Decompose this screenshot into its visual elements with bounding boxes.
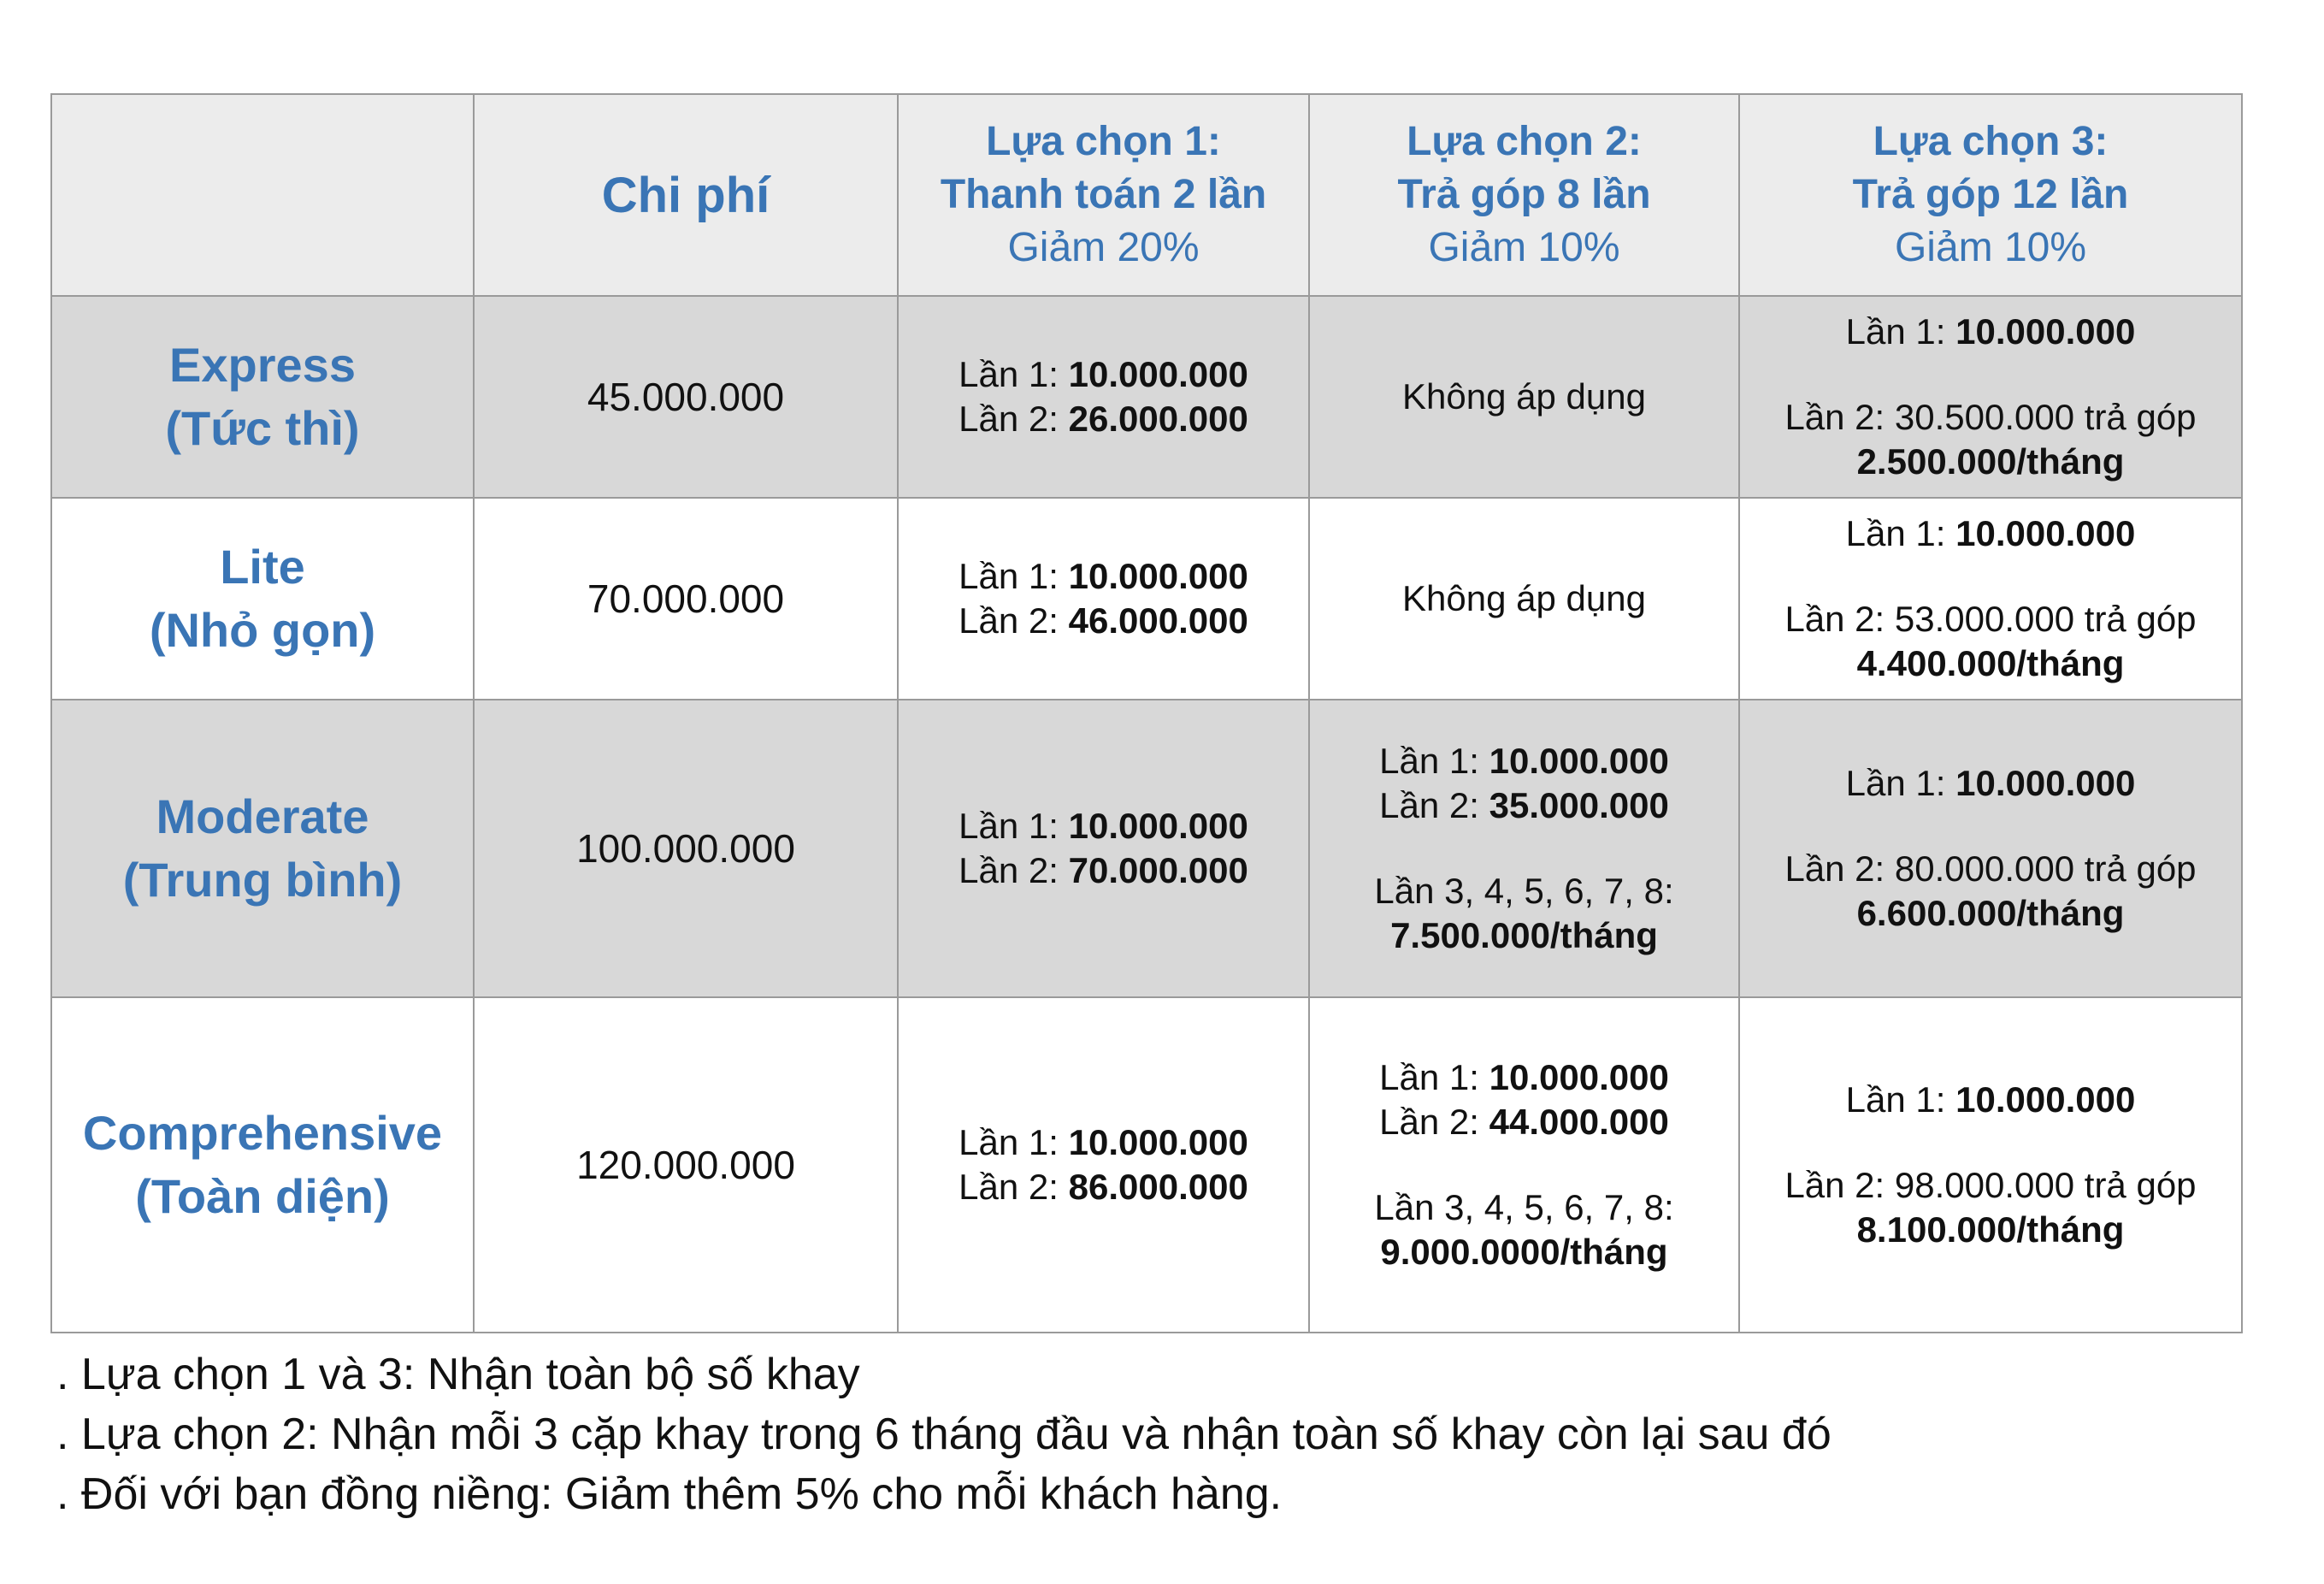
package-name: Comprehensive	[82, 1106, 443, 1160]
label-lan2: Lần 2:	[1379, 785, 1489, 825]
cost-cell: 100.000.000	[474, 700, 898, 997]
payment-1-value: 10.000.000	[1955, 1079, 2136, 1120]
package-name-cell	[51, 498, 474, 700]
option-2-title: Lựa chọn 2:	[1407, 119, 1642, 164]
header-cost: Chi phí	[474, 94, 898, 296]
label-lan2: Lần 2:	[959, 850, 1069, 890]
package-name: Moderate	[156, 789, 369, 843]
option-3-cell	[1739, 700, 2242, 997]
payment-2-value: 35.000.000	[1489, 785, 1669, 825]
label-lan1: Lần 1:	[1845, 513, 1956, 553]
payment-2-value: 80.000.000	[1894, 848, 2075, 889]
label-lan2: Lần 2:	[1784, 397, 1895, 437]
cost-cell: 120.000.000	[474, 997, 898, 1333]
package-name: Express	[169, 338, 356, 392]
option-3-subtitle: Trả góp 12 lần	[1852, 172, 2129, 217]
not-applicable-text: Không áp dụng	[1402, 376, 1646, 417]
monthly-installment: 4.400.000/tháng	[1856, 643, 2125, 683]
label-lan1: Lần 1:	[959, 1122, 1069, 1162]
option-3-cell	[1739, 296, 2242, 498]
option-1-cell	[898, 700, 1309, 997]
header-empty-cell	[51, 94, 474, 296]
label-lan1: Lần 1:	[959, 806, 1069, 846]
table-row-moderate	[51, 700, 2242, 997]
payment-2-value: 70.000.000	[1068, 850, 1248, 890]
option-3-cell	[1739, 498, 2242, 700]
label-lan2: Lần 2:	[1784, 1165, 1895, 1205]
payment-1-value: 10.000.000	[1489, 1057, 1669, 1097]
payment-2-value: 86.000.000	[1068, 1167, 1248, 1207]
package-subname: (Nhỏ gọn)	[149, 603, 376, 657]
option-3-discount: Giảm 10%	[1894, 225, 2087, 270]
monthly-installment: 8.100.000/tháng	[1856, 1209, 2125, 1250]
option-2-cell	[1309, 700, 1739, 997]
label-lan1: Lần 1:	[959, 556, 1069, 596]
payment-1-value: 10.000.000	[1068, 1122, 1248, 1162]
option-1-cell	[898, 498, 1309, 700]
cost-cell: 70.000.000	[474, 498, 898, 700]
label-lan2: Lần 2:	[1784, 848, 1895, 889]
payment-2-value: 30.500.000	[1894, 397, 2075, 437]
label-lan2: Lần 2:	[1379, 1102, 1489, 1142]
option-2-subtitle: Trả góp 8 lần	[1397, 172, 1651, 217]
footnote-3: . Đối với bạn đồng niềng: Giảm thêm 5% cho mỗi khách hàng.	[56, 1469, 1283, 1519]
label-lan1: Lần 1:	[1845, 1079, 1956, 1120]
label-lan1: Lần 1:	[1379, 1057, 1489, 1097]
package-name-cell	[51, 997, 474, 1333]
payment-1-value: 10.000.000	[1068, 556, 1248, 596]
pricing-table	[50, 93, 2243, 1333]
header-option-1	[898, 94, 1309, 296]
label-lan1: Lần 1:	[1379, 741, 1489, 781]
package-name-cell	[51, 700, 474, 997]
label-lan1: Lần 1:	[1845, 311, 1956, 352]
table-row-express	[51, 296, 2242, 498]
payment-1-value: 10.000.000	[1068, 806, 1248, 846]
package-subname: (Trung bình)	[122, 853, 403, 907]
package-subname: (Toàn diện)	[135, 1169, 390, 1223]
footnote-1: . Lựa chọn 1 và 3: Nhận toàn bộ số khay	[56, 1350, 860, 1399]
option-2-cell	[1309, 997, 1739, 1333]
label-lan1: Lần 1:	[959, 354, 1069, 394]
monthly-installment: 2.500.000/tháng	[1856, 441, 2125, 482]
footnote-2: . Lựa chọn 2: Nhận mỗi 3 cặp khay trong 6 tháng đầu và nhận toàn số khay còn lại sau đó	[56, 1410, 1831, 1459]
label-lan3-8: Lần 3, 4, 5, 6, 7, 8:	[1374, 871, 1674, 911]
label-tra-gop: trả góp	[2074, 848, 2197, 889]
payment-2-value: 53.000.000	[1894, 599, 2075, 639]
monthly-installment: 7.500.000/tháng	[1390, 915, 1658, 955]
footnotes	[56, 1345, 1831, 1524]
monthly-installment: 6.600.000/tháng	[1856, 893, 2125, 933]
cost-cell: 45.000.000	[474, 296, 898, 498]
label-lan3-8: Lần 3, 4, 5, 6, 7, 8:	[1374, 1187, 1674, 1227]
payment-2-value: 26.000.000	[1068, 399, 1248, 439]
label-lan2: Lần 2:	[959, 600, 1069, 641]
option-1-cell	[898, 997, 1309, 1333]
option-1-subtitle: Thanh toán 2 lần	[940, 172, 1267, 217]
label-tra-gop: trả góp	[2074, 599, 2197, 639]
label-tra-gop: trả góp	[2074, 397, 2197, 437]
option-1-discount: Giảm 20%	[1007, 225, 1200, 270]
payment-1-value: 10.000.000	[1955, 513, 2136, 553]
payment-1-value: 10.000.000	[1955, 311, 2136, 352]
label-lan2: Lần 2:	[959, 1167, 1069, 1207]
not-applicable-text: Không áp dụng	[1402, 578, 1646, 618]
option-2-discount: Giảm 10%	[1428, 225, 1620, 270]
package-name: Lite	[220, 540, 305, 594]
header-option-3	[1739, 94, 2242, 296]
option-2-cell	[1309, 498, 1739, 700]
payment-1-value: 10.000.000	[1489, 741, 1669, 781]
payment-2-value: 98.000.000	[1894, 1165, 2075, 1205]
table-row-comprehensive	[51, 997, 2242, 1333]
label-tra-gop: trả góp	[2074, 1165, 2197, 1205]
payment-2-value: 46.000.000	[1068, 600, 1248, 641]
payment-1-value: 10.000.000	[1955, 763, 2136, 803]
header-row	[51, 94, 2242, 296]
monthly-installment: 9.000.0000/tháng	[1380, 1232, 1668, 1272]
label-lan2: Lần 2:	[959, 399, 1069, 439]
label-lan2: Lần 2:	[1784, 599, 1895, 639]
payment-2-value: 44.000.000	[1489, 1102, 1669, 1142]
table-row-lite	[51, 498, 2242, 700]
payment-1-value: 10.000.000	[1068, 354, 1248, 394]
option-2-cell	[1309, 296, 1739, 498]
label-lan1: Lần 1:	[1845, 763, 1956, 803]
option-3-cell	[1739, 997, 2242, 1333]
option-1-title: Lựa chọn 1:	[986, 119, 1221, 164]
option-1-cell	[898, 296, 1309, 498]
package-name-cell	[51, 296, 474, 498]
package-subname: (Tức thì)	[165, 401, 360, 455]
option-3-title: Lựa chọn 3:	[1873, 119, 2109, 164]
header-option-2	[1309, 94, 1739, 296]
